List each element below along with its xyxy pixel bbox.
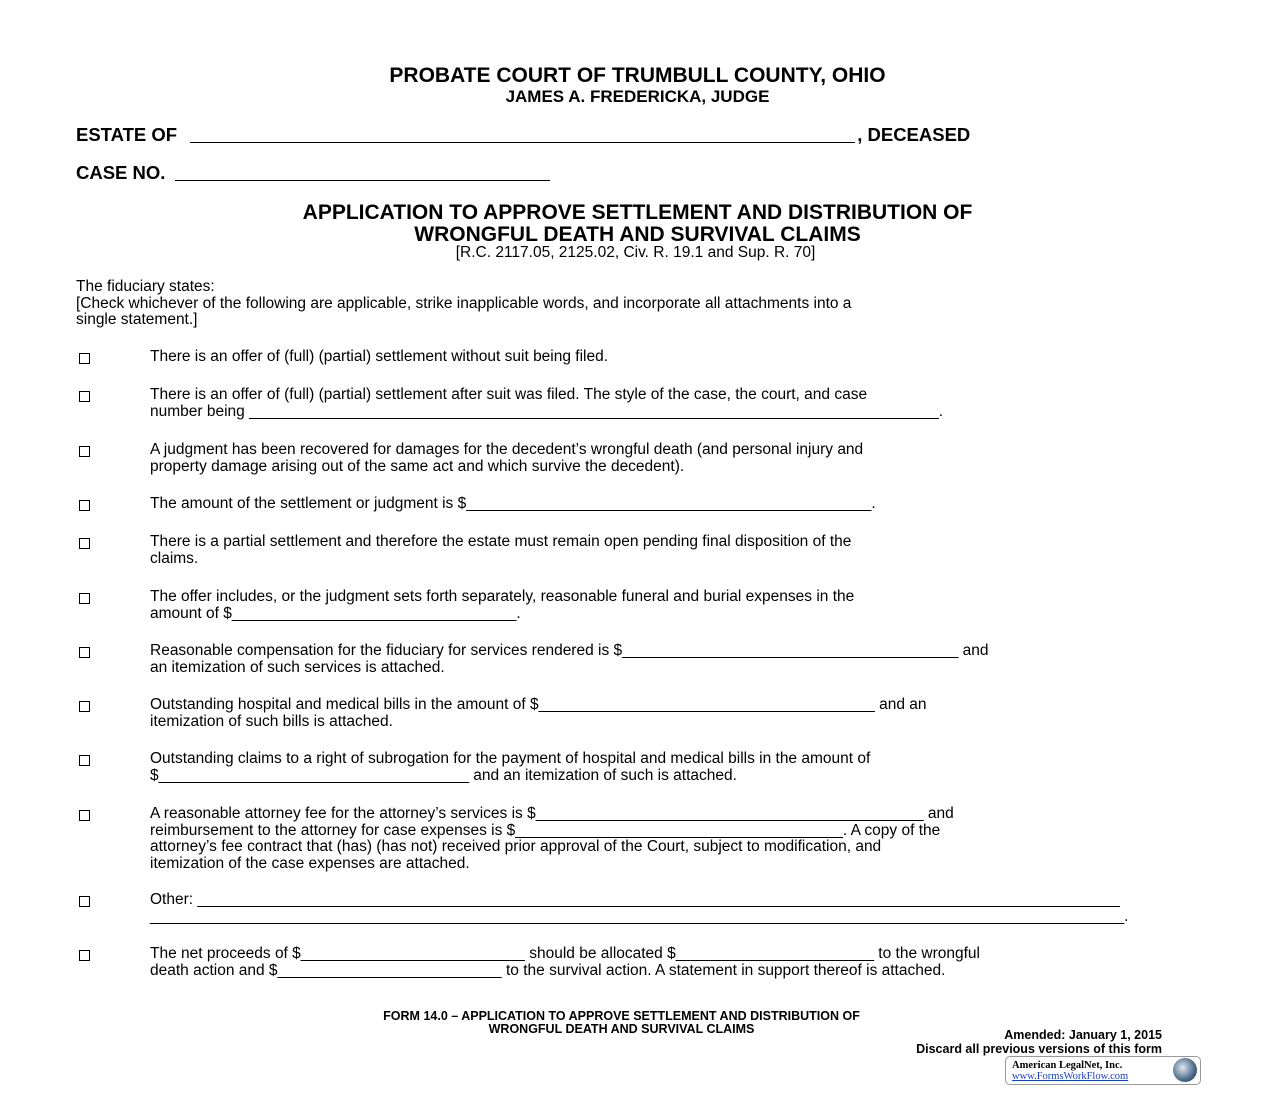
checkbox[interactable]	[79, 896, 90, 907]
statement-line: The offer includes, or the judgment sets forth separately, reasonable funeral and burial expenses in the	[150, 588, 855, 605]
statement-line: A judgment has been recovered for damages for the decedent’s wrongful death (and personal injury and	[150, 441, 864, 458]
statement-line: an itemization of such services is attached.	[150, 658, 445, 676]
judge-name: JAMES A. FREDERICKA, JUDGE	[505, 87, 770, 106]
deceased-label: , DECEASED	[857, 124, 971, 145]
statement-line: The net proceeds of $__________________________ should be allocated $_______________________ to the wrongful	[150, 945, 980, 962]
statement-item	[150, 806, 954, 872]
case-line	[76, 162, 550, 184]
statement-line: itemization of the case expenses are attached.	[150, 854, 470, 872]
statement-line: $____________________________________ and an itemization of such is attached.	[150, 766, 737, 784]
checkbox[interactable]	[79, 500, 90, 511]
discard-note: Discard all previous versions of this form	[916, 1042, 1162, 1056]
statement-line: A reasonable attorney fee for the attorney’s services is $_____________________________________________ and	[150, 805, 954, 822]
case-number-field[interactable]	[175, 162, 550, 181]
intro-line: [Check whichever of the following are applicable, strike inapplicable words, and incorporate all attachments into a	[76, 294, 852, 312]
form-footer-line: FORM 14.0 – APPLICATION TO APPROVE SETTLEMENT AND DISTRIBUTION OF	[383, 1009, 860, 1023]
checkbox[interactable]	[79, 950, 90, 961]
statement-item	[150, 643, 989, 676]
statement-line: reimbursement to the attorney for case expenses is $______________________________________. A copy of the	[150, 821, 941, 839]
statement-line: There is an offer of (full) (partial) settlement after suit was filed. The style of the case, the court, and case	[150, 386, 868, 403]
statement-line: itemization of such bills is attached.	[150, 712, 393, 730]
statement-line: death action and $__________________________ to the survival action. A statement in support thereof is attached.	[150, 961, 946, 979]
court-name: PROBATE COURT OF TRUMBULL COUNTY, OHIO	[389, 64, 886, 87]
case-label: CASE NO.	[76, 162, 166, 183]
statement-item	[150, 349, 608, 366]
globe-icon	[1173, 1058, 1197, 1082]
checkbox[interactable]	[79, 647, 90, 658]
checkbox[interactable]	[79, 755, 90, 766]
statement-item	[150, 496, 876, 513]
form-title-line2: WRONGFUL DEATH AND SURVIVAL CLAIMS	[414, 223, 861, 246]
statement-line: Outstanding hospital and medical bills in the amount of $_______________________________________ and an	[150, 696, 927, 713]
statement-line: Reasonable compensation for the fiduciary for services rendered is $_______________________________________ and	[150, 642, 989, 659]
amendment-note	[916, 1028, 1162, 1056]
checkbox[interactable]	[79, 391, 90, 402]
statement-line: property damage arising out of the same act and which survive the decedent).	[150, 457, 685, 475]
statement-item	[150, 892, 1128, 925]
checkbox[interactable]	[79, 446, 90, 457]
checkbox[interactable]	[79, 353, 90, 364]
checkbox[interactable]	[79, 701, 90, 712]
statement-item	[150, 442, 863, 475]
statement-item	[150, 589, 854, 622]
form-footer-line: WRONGFUL DEATH AND SURVIVAL CLAIMS	[488, 1022, 755, 1036]
estate-name-field[interactable]	[190, 124, 855, 143]
statement-line: Outstanding claims to a right of subrogation for the payment of hospital and medical bills in the amount of	[150, 750, 871, 767]
checkbox[interactable]	[79, 538, 90, 549]
statement-line: There is a partial settlement and therefore the estate must remain open pending final disposition of the	[150, 533, 852, 550]
statement-line: The amount of the settlement or judgment is $_______________________________________________.	[150, 495, 876, 512]
citation: [R.C. 2117.05, 2125.02, Civ. R. 19.1 and Sup. R. 70]	[455, 244, 816, 261]
form-title-line1: APPLICATION TO APPROVE SETTLEMENT AND DISTRIBUTION OF	[302, 201, 973, 224]
checkbox[interactable]	[79, 593, 90, 604]
checkbox[interactable]	[79, 810, 90, 821]
statement-line: amount of $_________________________________.	[150, 604, 521, 622]
logo-name: American LegalNet, Inc.	[1012, 1060, 1123, 1071]
statement-line: Other: ___________________________________________________________________________________________________________	[150, 891, 1120, 908]
american-legalnet-logo[interactable]	[1005, 1056, 1201, 1085]
intro-text	[76, 279, 851, 329]
statement-line: There is an offer of (full) (partial) settlement without suit being filed.	[150, 348, 609, 365]
statement-line: _________________________________________________________________________________________________________________.	[150, 907, 1129, 925]
intro-line: The fiduciary states:	[76, 278, 215, 295]
estate-line	[76, 124, 970, 146]
intro-line: single statement.]	[76, 311, 198, 328]
statement-line: number being ________________________________________________________________________________.	[150, 402, 944, 420]
statement-item	[150, 946, 980, 979]
statement-item	[150, 387, 943, 420]
statement-line: claims.	[150, 549, 199, 567]
amended-date: Amended: January 1, 2015	[1004, 1028, 1162, 1042]
statement-item	[150, 697, 927, 730]
logo-link[interactable]: www.FormsWorkFlow.com	[1012, 1071, 1129, 1082]
estate-label: ESTATE OF	[76, 124, 178, 145]
statement-item	[150, 534, 851, 567]
statement-line: attorney’s fee contract that (has) (has not) received prior approval of the Court, subject to modification, and	[150, 838, 882, 855]
statement-item	[150, 751, 870, 784]
